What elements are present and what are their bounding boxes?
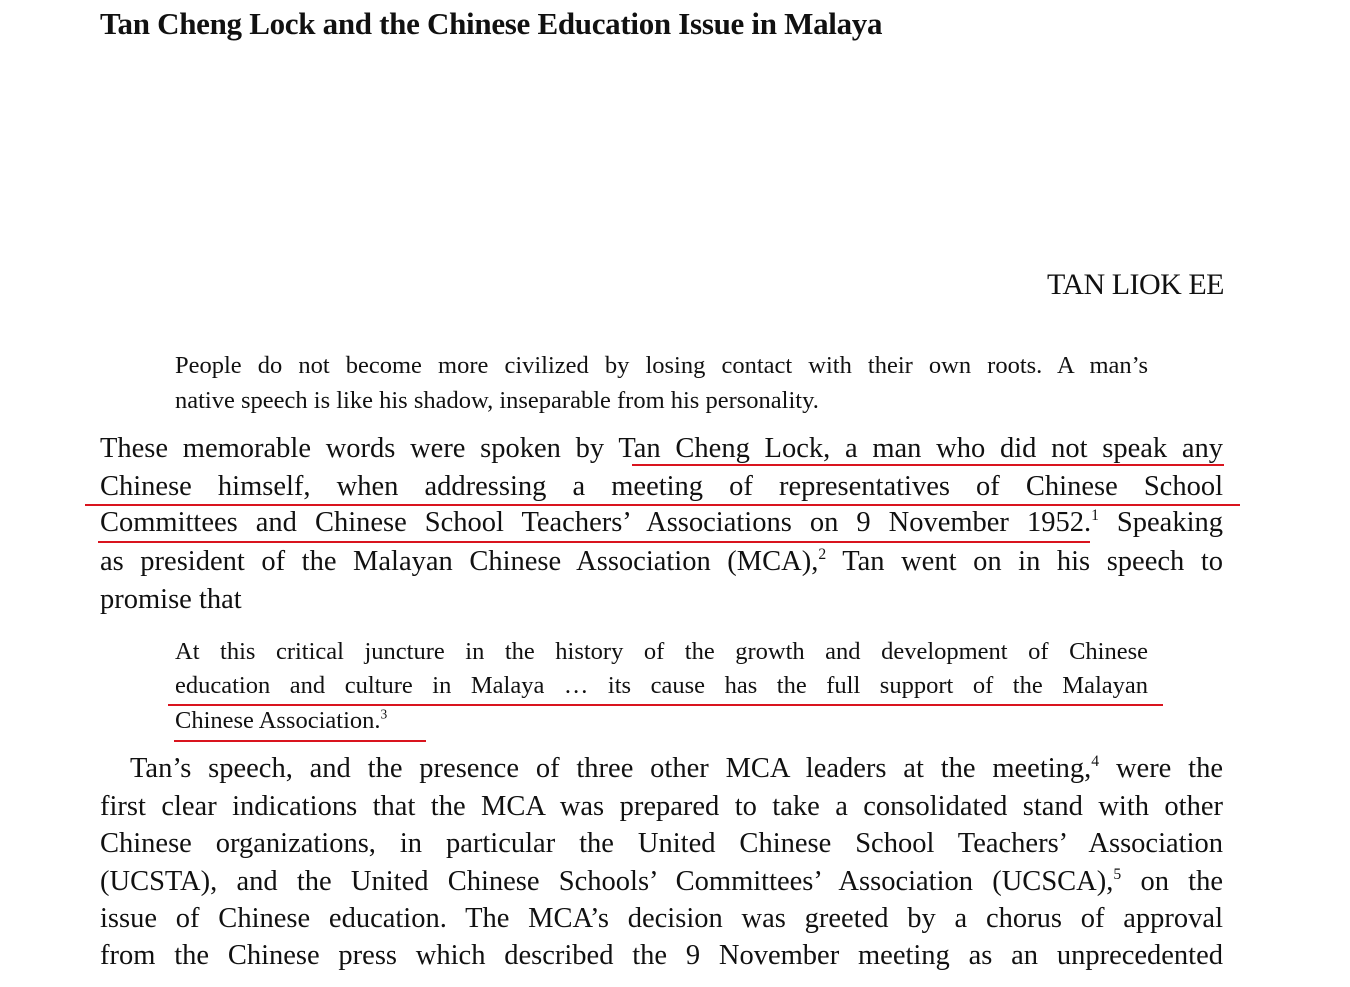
text-run: Tan’s speech, and the presence of three other MCA leaders at the meeting, — [130, 753, 1092, 784]
paragraph-line: Chinese organizations, in particular the United Chinese School Teachers’ Association — [100, 828, 1223, 859]
text-run: Committees and Chinese School Teachers’ Associations on 9 November 1952. — [100, 507, 1092, 538]
paragraph-line: Chinese himself, when addressing a meeting of representatives of Chinese School — [100, 471, 1223, 502]
paragraph-line — [100, 751, 1223, 787]
footnote-ref-5: 5 — [1113, 866, 1122, 884]
footnote-ref-3: 3 — [380, 706, 388, 722]
article-title: Tan Cheng Lock and the Chinese Education Issue in Malaya — [100, 6, 883, 41]
paragraph-line: first clear indications that the MCA was prepared to take a consolidated stand with other — [100, 791, 1223, 822]
highlight-underline — [632, 464, 1224, 466]
quote-line: At this critical juncture in the history of the growth and development of Chinese — [175, 638, 1148, 665]
text-run: as president of the Malayan Chinese Association (MCA), — [100, 546, 819, 577]
author-name: TAN LIOK EE — [1046, 268, 1224, 301]
footnote-ref-2: 2 — [818, 546, 827, 564]
text-run: were the — [1099, 753, 1223, 784]
paragraph-line: issue of Chinese education. The MCA’s decision was greeted by a chorus of approval — [100, 903, 1223, 934]
paragraph-line — [100, 864, 1223, 900]
paragraph-line: promise that — [100, 584, 242, 615]
text-run: Tan went on in his speech to — [826, 546, 1223, 577]
footnote-ref-1: 1 — [1091, 507, 1099, 525]
highlight-underline — [98, 541, 1090, 543]
text-run: on the — [1121, 866, 1223, 897]
highlight-underline — [168, 704, 1163, 706]
paragraph-line — [100, 544, 1223, 580]
highlight-underline — [85, 504, 1240, 506]
text-run: Speaking — [1098, 507, 1223, 538]
paragraph-line: from the Chinese press which described the 9 November meeting as an unprecedented — [100, 940, 1223, 971]
text-run: Chinese Association. — [175, 707, 381, 734]
text-run: (UCSTA), and the United Chinese Schools’ Committees’ Association (UCSCA), — [100, 866, 1114, 897]
epigraph-line: native speech is like his shadow, inseparable from his personality. — [175, 387, 819, 414]
quote-line — [175, 705, 1148, 737]
epigraph-line: People do not become more civilized by losing contact with their own roots. A man’s — [175, 352, 1148, 379]
paragraph-line — [100, 505, 1223, 541]
footnote-ref-4: 4 — [1091, 753, 1100, 771]
paragraph-line: These memorable words were spoken by Tan Cheng Lock, a man who did not speak any — [100, 433, 1223, 464]
highlight-underline — [174, 740, 426, 742]
quote-line: education and culture in Malaya … its cause has the full support of the Malayan — [175, 672, 1148, 699]
